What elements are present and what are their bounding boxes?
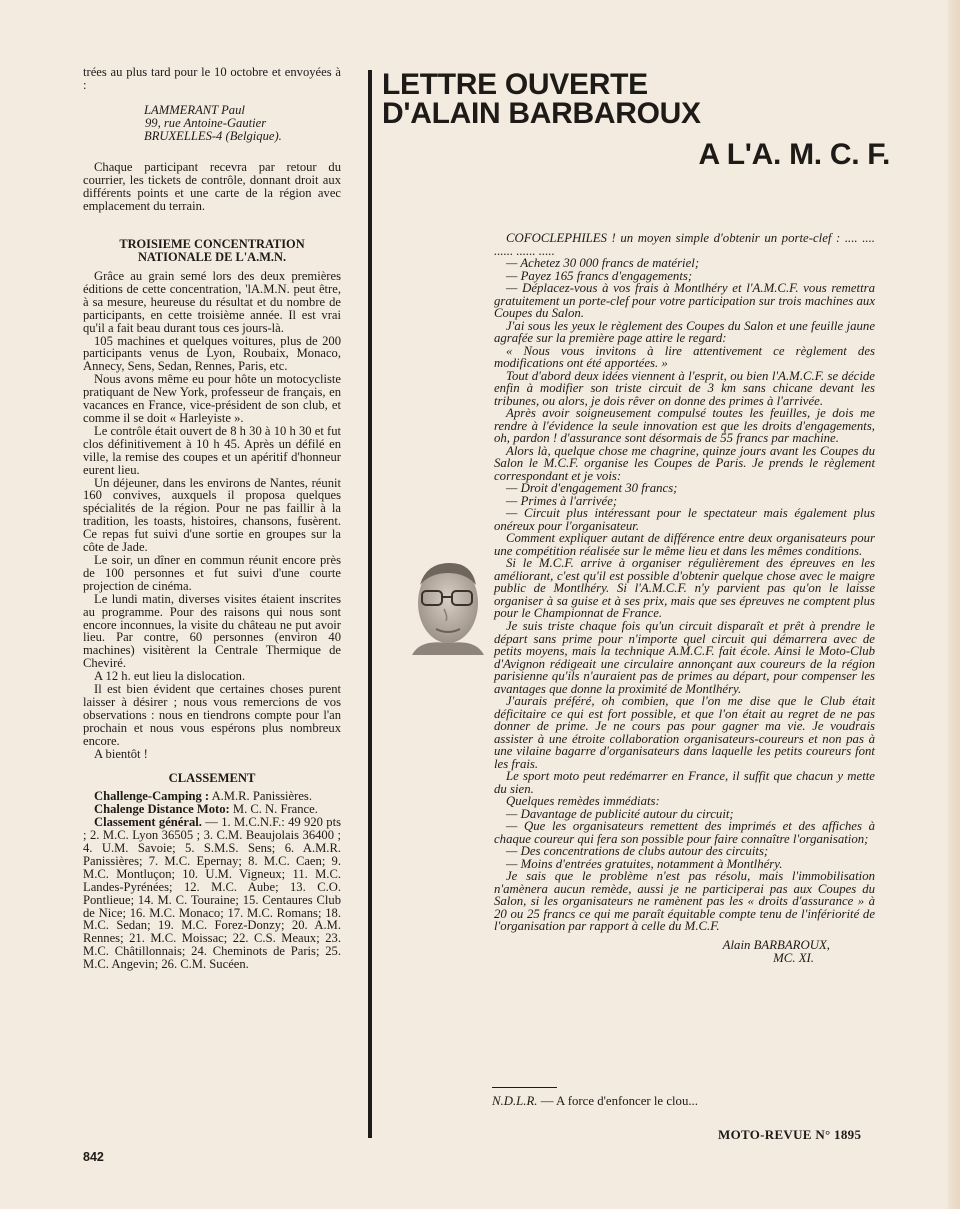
paragraph: — Droit d'engagement 30 francs;: [506, 481, 678, 496]
paragraph: Le lundi matin, diverses visites étaient inscrites au programme. Pour des raisons qui nous sont encore inconnues, la visite du château ne put avoir lieu. Par contre, 60 personnes (environ 40 machines) visitèrent la Centrale Thermique de Cheviré.: [83, 591, 341, 671]
paragraph: — Que les organisateurs remettent des imprimés et des affiches à chaque coureur qui fera son possible pour faire connaître l'organisation;: [494, 819, 875, 846]
paragraph: Comment expliquer autant de différence entre deux organisateurs pour une compétition réalisée sur le même lieu et dans les mêmes conditions.: [494, 531, 875, 558]
classement-label: Classement général.: [94, 815, 202, 830]
classement-label: Chalenge Distance Moto:: [94, 802, 230, 817]
left-column: [83, 66, 341, 971]
paragraph: Nous avons même eu pour hôte un motocycliste pratiquant de New York, professeur de français, en vacances en France, vice-président de son club, et comme il se doit « Harleyiste ».: [83, 372, 341, 425]
note-rule: [492, 1087, 557, 1088]
headline-line: LETTRE OUVERTE: [382, 68, 648, 101]
column-divider: [368, 70, 372, 1138]
after-address-text: Chaque participant recevra par retour du courrier, les tickets de contrôle, donnant droit aux différents points et une carte de la région avec emplacement du terrain.: [83, 159, 341, 213]
address-line: 99, rue Antoine-Gautier: [145, 115, 267, 130]
paragraph: Après avoir soigneusement compulsé toutes les feuilles, je dois me rendre à l'évidence la seule innovation est que les droits d'engagements, oh, pardon ! d'assurance sont désormais de 55 francs par machine.: [494, 406, 875, 446]
paragraph: Le sport moto peut redémarrer en France, il suffit que chacun y mette du sien.: [494, 769, 875, 796]
section-heading-line: TROISIEME CONCENTRATION: [119, 237, 305, 252]
paragraph: Grâce au grain semé lors des deux premières éditions de cette concentration, 'lA.M.N. peut être, à sa mesure, heureuse du résultat et du nombre de participants, en cette troisième année. Il est vrai qu'il a fait beau durant tous ces jours-là.: [83, 269, 341, 335]
article-headline: [382, 70, 902, 169]
paragraph: 105 machines et quelques voitures, plus de 200 participants venus de Lyon, Roubaix, Monaco, Annecy, Sens, Sedan, Rennes, Paris, etc.: [83, 333, 341, 374]
paragraph: — Davantage de publicité autour du circuit;: [506, 806, 734, 821]
paragraph: — Circuit plus intéressant pour le spectateur mais également plus onéreux pour l'organisateur.: [494, 506, 875, 533]
classement-label: Challenge-Camping :: [94, 789, 210, 804]
address-line: BRUXELLES-4 (Belgique).: [144, 128, 282, 143]
author-portrait-photo: [406, 555, 488, 655]
paragraph: — Des concentrations de clubs autour des circuits;: [506, 844, 769, 859]
paragraph: J'ai sous les yeux le règlement des Coupes du Salon et une feuille jaune agrafée sur la première page attire le regard:: [494, 318, 875, 346]
paragraph: A bientôt !: [94, 746, 148, 761]
paragraph: COFOCLEPHILES ! un moyen simple d'obtenir un porte-clef : .... .... ...... ...... .....: [494, 231, 875, 258]
paragraph: Il est bien évident que certaines choses purent laisser à désirer ; nous vous remercions de vos observations : nous en tiendrons compte pour l'an prochain et nous vous espérons plus nombreux encore.: [83, 682, 341, 748]
classement-text: A.M.R. Panissières.: [209, 789, 312, 804]
signature-name: Alain BARBAROUX,: [722, 937, 830, 952]
editor-note: [492, 1094, 698, 1109]
editor-note-label: N.D.L.R.: [492, 1094, 538, 1108]
paragraph: Je suis triste chaque fois qu'un circuit disparaît et prêt à prendre le départ sans prime pour n'importe quel circuit qui démarrera avec de petits moyens, mais la technique A.M.C.F. fait école. Ainsi le Moto-Club d'Avignon rédigeait une circulaire annonçant aux coureurs de la région parisienne qu'ils n'auraient pas de primes au départ, pour compenser les avantages que donne la proximité de Montlhéry.: [494, 618, 875, 696]
classement-entry: [83, 816, 341, 971]
paragraph: — Payez 165 francs d'engagements;: [506, 268, 693, 283]
address-line: LAMMERANT Paul: [144, 102, 245, 117]
paragraph: Je sais que le problème n'est pas résolu, mais l'immobilisation n'amènera aucun remède, aussi je ne participerai pas aux Coupes du Salon, si les organisateurs ne ramènent pas les « droits d'assurance » à 20 ou 25 francs ce qui me paraît équitable compte tenu de l'infériorité de l'organisation par rapport à celle du M.C.F.: [494, 869, 875, 934]
paragraph: A 12 h. eut lieu la dislocation.: [94, 669, 246, 684]
address-block: [144, 104, 341, 143]
paragraph: Le soir, un dîner en commun réunit encore près de 100 personnes et fut suivi d'une courte projection de cinéma.: [83, 552, 341, 593]
headline-line: D'ALAIN BARBAROUX: [382, 97, 701, 130]
signature-club: MC. XI.: [773, 950, 814, 965]
paragraph: J'aurais préféré, oh combien, que l'on me dise que le Club était déficitaire ce qui est fort possible, et que l'on était au regret de ne pas donner de prime. Je ne cours pas pour gagner ma vie. Je voudrais assister à une étroite collaboration organisateurs-coureurs et non pas à une vilaine bagarre d'organisateurs dans laquelle les petits coureurs font les frais.: [494, 694, 875, 771]
editor-note-text: — A force d'enfoncer le clou...: [537, 1094, 698, 1108]
classement-text: M. C. N. France.: [229, 802, 318, 817]
signature: [494, 939, 875, 965]
headline-line: A L'A. M. C. F.: [698, 138, 890, 171]
paragraph: Si le M.C.F. arrive à organiser régulièrement des épreuves en les améliorant, c'est qu'il est possible d'obtenir quelque chose avec le maigre public de Montlhéry. Si l'A.M.C.F. n'y parvient pas qu'on le laisse organiser à sa guise et à ses prix, mais que ses épreuves ne comptent plus pour le Championnat de France.: [494, 556, 875, 621]
paragraph: — Achetez 30 000 francs de matériel;: [506, 256, 700, 271]
paragraph: Quelques remèdes immédiats:: [506, 794, 660, 809]
paragraph: Tout d'abord deux idées viennent à l'esprit, ou bien l'A.M.C.F. se décide enfin à modifier son triste circuit de 3 km sans chicane devant les tribunes, ou alors, je dois rêver on donne des primes à l'arrivée.: [494, 368, 875, 408]
page-number: 842: [83, 1150, 104, 1164]
paragraph: — Moins d'entrées gratuites, notamment à Montlhéry.: [506, 856, 783, 871]
classement-heading: CLASSEMENT: [168, 771, 256, 786]
section-heading: [83, 238, 341, 264]
paragraph: — Primes à l'arrivée;: [506, 493, 618, 508]
classement-text: — 1. M.C.N.F.: 49 920 pts ; 2. M.C. Lyon 36505 ; 3. C.M. Beaujolais 36400 ; 4. U.M. Savoie; 5. S.M.S. Sens; 6. A.M.R. Panissières; 7. M.C. Epernay; 8. M.C. Caen; 9. M.C. Montluçon; 10. U.M. Vigneux; 11. M.C. Landes-Pyrénées; 12. M.C. Aube; 13. C.O. Pontlieue; 14. M. C. Touraine; 15. Centaures Club de Nice; 16. M.C. Monaco; 17. M.C. Romans; 18. M.C. Sedan; 19. M.C. Forez-Donzy; 20. A.M. Rennes; 21. M.C. Moissac; 22. C.S. Meaux; 23. M.C. Châtillonnais; 24. Cheminots de Paris; 25. M.C. Angevin; 26. C.M. Sucéen.: [83, 815, 341, 972]
paragraph: Le contrôle était ouvert de 8 h 30 à 10 h 30 et fut clos définitivement à 10 h 45. Après un défilé en ville, la remise des coupes et un apéritif d'honneur eurent lieu.: [83, 423, 341, 477]
paragraph: Un déjeuner, dans les environs de Nantes, réunit 160 convives, auxquels il proposa quelques spécialités de la région. Pour ne pas faillir à la tradition, les toasts, histoires, chansons, fusèrent. Ce repas fut suivi d'une sortie en groupes sur la côte de Jade.: [83, 475, 341, 555]
intro-text: trées au plus tard pour le 10 octobre et envoyées à :: [83, 65, 341, 92]
paragraph: « Nous vous invitons à lire attentivement ce règlement des modifications ont été apportées. »: [494, 343, 875, 371]
page-edge-shadow: [948, 0, 960, 1209]
section-heading-line: NATIONALE DE L'A.M.N.: [137, 250, 287, 265]
magazine-issue: MOTO-REVUE N° 1895: [718, 1127, 862, 1142]
paragraph: Alors là, quelque chose me chagrine, quinze jours avant les Coupes du Salon le M.C.F. organise les Coupes de Paris. Je prends le règlement correspondant et je vois:: [494, 443, 875, 483]
right-column: [494, 232, 875, 965]
paragraph: — Déplacez-vous à vos frais à Montlhéry et l'A.M.C.F. vous remettra gratuitement un porte-clef pour votre participation sur trois machines aux Coupes du Salon.: [494, 281, 875, 321]
